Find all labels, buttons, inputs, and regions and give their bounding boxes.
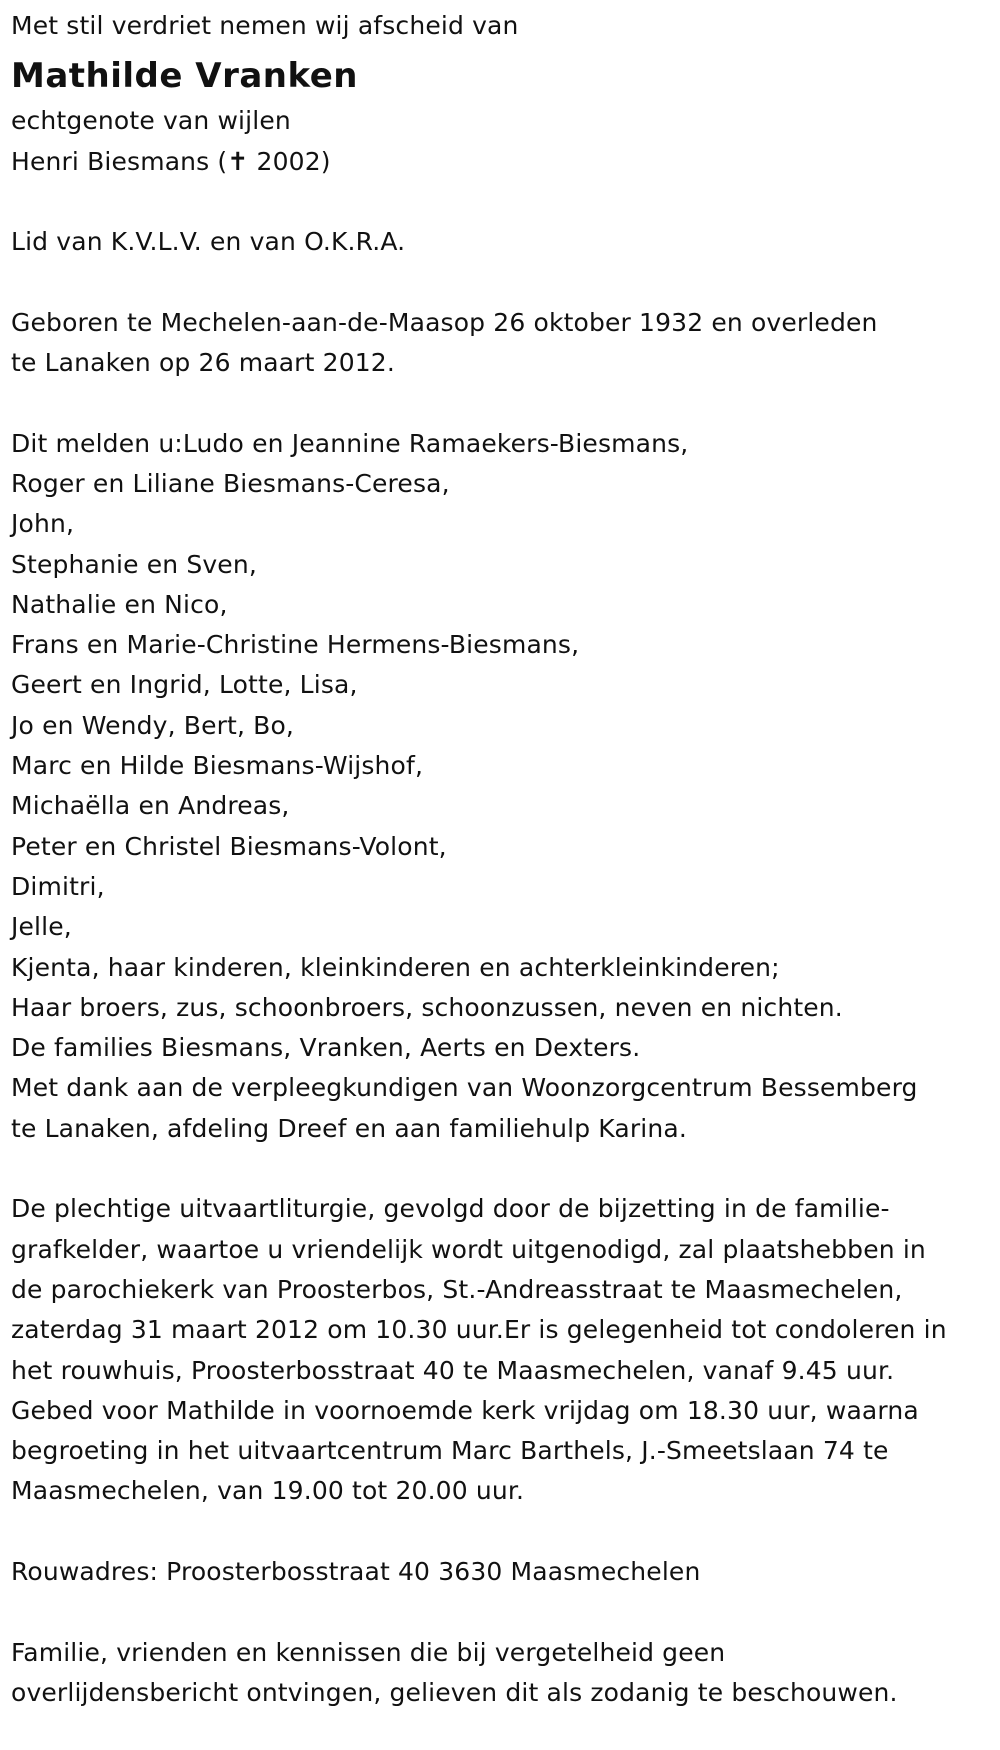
announcer-line: Haar broers, zus, schoonbroers, schoonzussen, neven en nichten. bbox=[11, 992, 843, 1022]
funeral-line: Maasmechelen, van 19.00 tot 20.00 uur. bbox=[11, 1476, 525, 1506]
opening-line: Met stil verdriet nemen wij afscheid van bbox=[11, 11, 519, 40]
announcer-line: Kjenta, haar kinderen, kleinkinderen en achterkleinkinderen; bbox=[11, 952, 780, 982]
obituary-notice bbox=[11, 0, 996, 1713]
announcer-line: Frans en Marie-Christine Hermens-Biesmans, bbox=[11, 630, 580, 660]
announcer-line: Dit melden u:Ludo en Jeannine Ramaekers-Biesmans, bbox=[11, 428, 689, 458]
announcer-line: Stephanie en Sven, bbox=[11, 549, 257, 579]
paragraph-gap bbox=[11, 1512, 996, 1552]
announcer-line: Roger en Liliane Biesmans-Ceresa, bbox=[11, 468, 450, 498]
closing-line: Familie, vrienden en kennissen die bij vergetelheid geen bbox=[11, 1637, 726, 1667]
birth-death-line: Geboren te Mechelen-aan-de-Maasop 26 oktober 1932 en overleden bbox=[11, 307, 878, 337]
membership-line: Lid van K.V.L.V. en van O.K.R.A. bbox=[11, 227, 406, 257]
announcer-line: Dimitri, bbox=[11, 871, 105, 901]
paragraph-gap bbox=[11, 383, 996, 423]
funeral-line: de parochiekerk van Proosterbos, St.-Andreasstraat te Maasmechelen, bbox=[11, 1274, 903, 1304]
funeral-line: De plechtige uitvaartliturgie, gevolgd door de bijzetting in de familie- bbox=[11, 1194, 890, 1224]
announcer-line: te Lanaken, afdeling Dreef en aan familiehulp Karina. bbox=[11, 1113, 687, 1143]
relation-line: Henri Biesmans (✝ 2002) bbox=[11, 146, 331, 176]
birth-death-line: te Lanaken op 26 maart 2012. bbox=[11, 348, 395, 378]
paragraph-gap bbox=[11, 1149, 996, 1189]
announcer-line: John, bbox=[11, 509, 75, 539]
announcer-line: Michaëlla en Andreas, bbox=[11, 791, 290, 821]
announcer-line: Met dank aan de verpleegkundigen van Woonzorgcentrum Bessemberg bbox=[11, 1073, 918, 1103]
closing-line: overlijdensbericht ontvingen, gelieven dit als zodanig te beschouwen. bbox=[11, 1677, 898, 1707]
announcer-line: Marc en Hilde Biesmans-Wijshof, bbox=[11, 751, 424, 781]
funeral-line: Gebed voor Mathilde in voornoemde kerk vrijdag om 18.30 uur, waarna bbox=[11, 1395, 919, 1425]
paragraph-gap bbox=[11, 1592, 996, 1632]
announcer-line: Jo en Wendy, Bert, Bo, bbox=[11, 710, 295, 740]
announcer-line: Geert en Ingrid, Lotte, Lisa, bbox=[11, 670, 358, 700]
announcer-line: Jelle, bbox=[11, 912, 72, 942]
funeral-line: grafkelder, waartoe u vriendelijk wordt uitgenodigd, zal plaatshebben in bbox=[11, 1234, 926, 1264]
mourning-address: Rouwadres: Proosterbosstraat 40 3630 Maasmechelen bbox=[11, 1556, 701, 1586]
paragraph-gap bbox=[11, 182, 996, 222]
funeral-line: het rouwhuis, Proosterbosstraat 40 te Maasmechelen, vanaf 9.45 uur. bbox=[11, 1355, 895, 1385]
funeral-line: zaterdag 31 maart 2012 om 10.30 uur.Er is gelegenheid tot condoleren in bbox=[11, 1315, 947, 1345]
funeral-line: begroeting in het uitvaartcentrum Marc Barthels, J.-Smeetslaan 74 te bbox=[11, 1436, 889, 1466]
announcer-line: De families Biesmans, Vranken, Aerts en Dexters. bbox=[11, 1033, 641, 1063]
announcer-line: Peter en Christel Biesmans-Volont, bbox=[11, 831, 447, 861]
announcer-line: Nathalie en Nico, bbox=[11, 589, 228, 619]
paragraph-gap bbox=[11, 262, 996, 302]
deceased-name: Mathilde Vranken bbox=[11, 56, 358, 97]
relation-line: echtgenote van wijlen bbox=[11, 106, 291, 136]
